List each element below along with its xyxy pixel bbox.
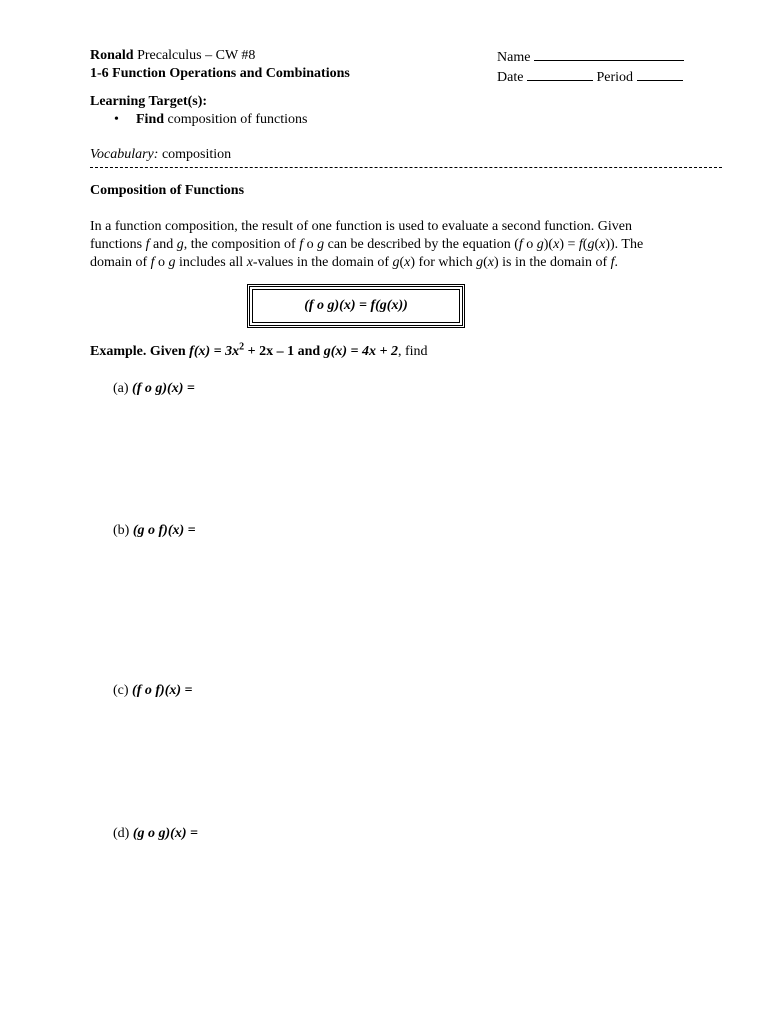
part-label: (c) — [113, 683, 129, 698]
header-right — [497, 47, 737, 87]
date-blank[interactable] — [527, 67, 593, 81]
name-blank[interactable] — [534, 47, 684, 61]
header-left — [90, 47, 490, 83]
part-d — [113, 825, 198, 843]
paragraph-line-1: In a function composition, the result of one function is used to evaluate a second function. Given — [90, 219, 632, 234]
part-a — [113, 380, 195, 398]
vocabulary-label: Vocabulary: — [90, 147, 159, 162]
vocabulary-value: composition — [158, 147, 232, 162]
course-line — [90, 47, 490, 65]
bullet-icon: • — [114, 112, 119, 127]
learning-targets-title: Learning Target(s): — [90, 94, 208, 109]
composition-formula: (f o g)(x) = f(g(x)) — [304, 298, 408, 313]
definition-paragraph — [90, 218, 700, 272]
part-label: (b) — [113, 523, 130, 538]
teacher-name: Ronald — [90, 48, 134, 63]
part-b — [113, 522, 196, 540]
target-verb: Find — [136, 112, 165, 127]
vocabulary-line — [90, 146, 231, 164]
period-blank[interactable] — [637, 67, 683, 81]
date-row — [497, 67, 737, 87]
paragraph-line-3: domain of f o g includes all x-values in the domain of g(x) for which g(x) is in the domain of f. — [90, 255, 619, 270]
target-text: composition of functions — [164, 112, 308, 127]
date-label: Date — [497, 70, 524, 85]
g-definition: g(x) = 4x + 2 — [323, 344, 398, 359]
f-definition-rest: + 2x – 1 — [244, 344, 295, 359]
part-expression: (g o f)(x) = — [132, 523, 196, 538]
example-prefix: Example. Given — [90, 344, 190, 359]
composition-formula-box — [247, 284, 465, 328]
period-label: Period — [596, 70, 633, 85]
part-label: (d) — [113, 826, 130, 841]
part-expression: (g o g)(x) = — [132, 826, 198, 841]
example-suffix: , find — [397, 344, 428, 359]
example-and: and — [294, 344, 324, 359]
section-title: Composition of Functions — [90, 183, 245, 198]
lesson-title: 1-6 Function Operations and Combinations — [90, 66, 350, 81]
name-row — [497, 47, 737, 67]
part-expression: (f o g)(x) = — [132, 381, 195, 396]
dashed-divider — [90, 167, 722, 168]
paragraph-line-2: functions f and g, the composition of f o g can be described by the equation (f o g)(x) = f(g(x)). The — [90, 237, 644, 252]
course-title: Precalculus – CW #8 — [133, 48, 256, 63]
example-statement — [90, 343, 428, 361]
part-c — [113, 682, 193, 700]
part-expression: (f o f)(x) = — [132, 683, 193, 698]
learning-target-item — [114, 111, 308, 129]
f-definition: f(x) = 3x — [189, 344, 240, 359]
part-label: (a) — [113, 381, 129, 396]
name-label: Name — [497, 50, 531, 65]
f-exponent: 2 — [239, 341, 245, 353]
